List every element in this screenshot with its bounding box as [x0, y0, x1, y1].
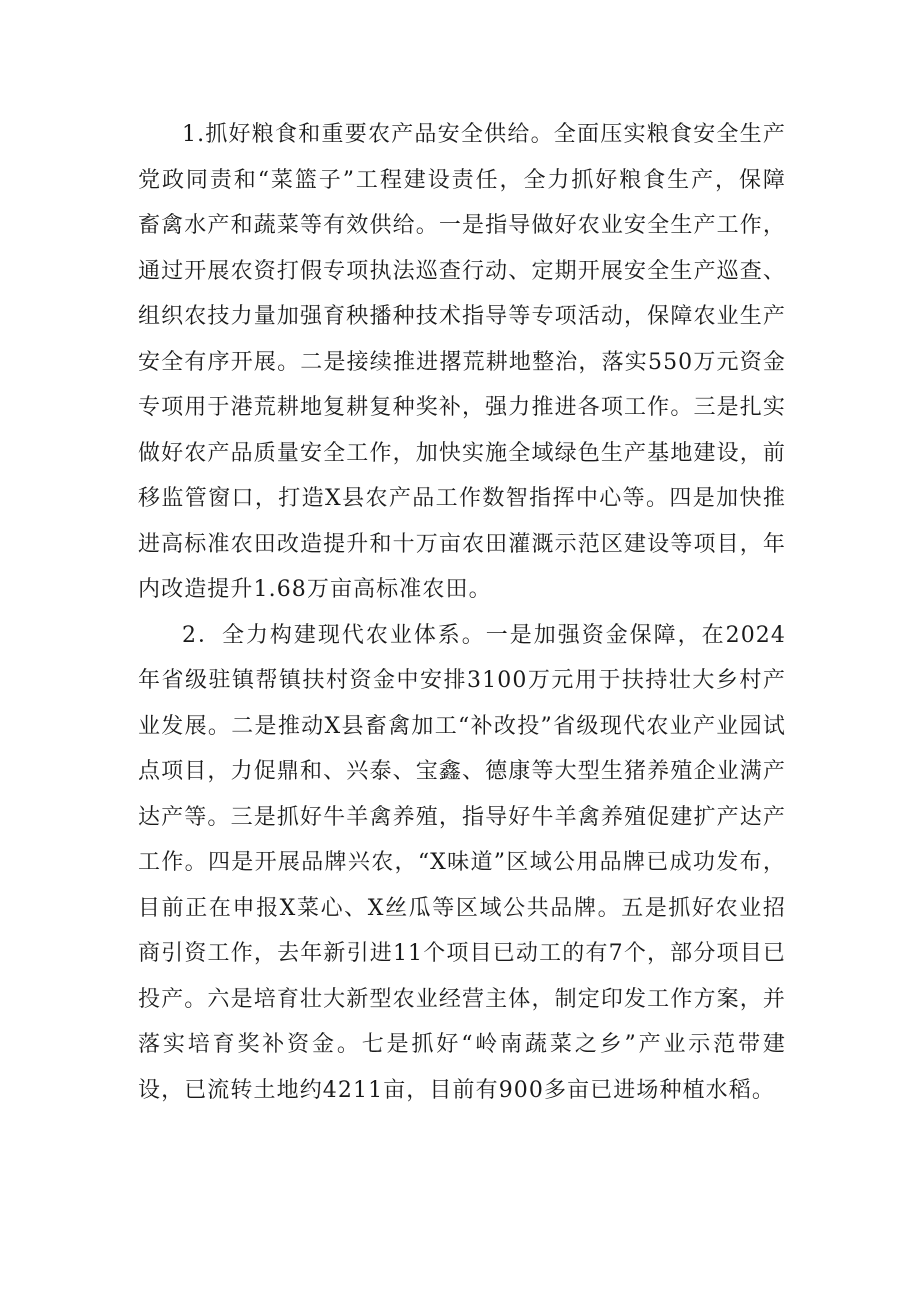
document-body: [138, 112, 786, 1113]
paragraph-modern-agriculture: 2．全力构建现代农业体系。一是加强资金保障，在2024年省级驻镇帮镇扶村资金中安排3100万元用于扶持壮大乡村产业发展。二是推动X县畜禽加工“补改投”省级现代农业产业园试点项目，力促鼎和、兴泰、宝鑫、德康等大型生猪养殖企业满产达产等。三是抓好牛羊禽养殖，指导好牛羊禽养殖促建扩产达产工作。四是开展品牌兴农，“X味道”区域公用品牌已成功发布，目前正在申报X菜心、X丝瓜等区域公共品牌。五是抓好农业招商引资工作，去年新引进11个项目已动工的有7个，部分项目已投产。六是培育壮大新型农业经营主体，制定印发工作方案，并落实培育奖补资金。七是抓好“岭南蔬菜之乡”产业示范带建设，已流转土地约4211亩，目前有900多亩已进场种植水稻。: [138, 622, 786, 1103]
paragraph-grain-supply: 1.抓好粮食和重要农产品安全供给。全面压实粮食安全生产党政同责和“菜篮子”工程建设责任，全力抓好粮食生产，保障畜禽水产和蔬菜等有效供给。一是指导做好农业安全生产工作，通过开展农资打假专项执法巡查行动、定期开展安全生产巡查、组织农技力量加强育秧播种技术指导等专项活动，保障农业生产安全有序开展。二是接续推进撂荒耕地整治，落实550万元资金专项用于港荒耕地复耕复种奖补，强力推进各项工作。三是扎实做好农产品质量安全工作，加快实施全域绿色生产基地建设，前移监管窗口，打造X县农产品工作数智指挥中心等。四是加快推进高标准农田改造提升和十万亩农田灌溉示范区建设等项目，年内改造提升1.68万亩高标准农田。: [138, 122, 786, 602]
